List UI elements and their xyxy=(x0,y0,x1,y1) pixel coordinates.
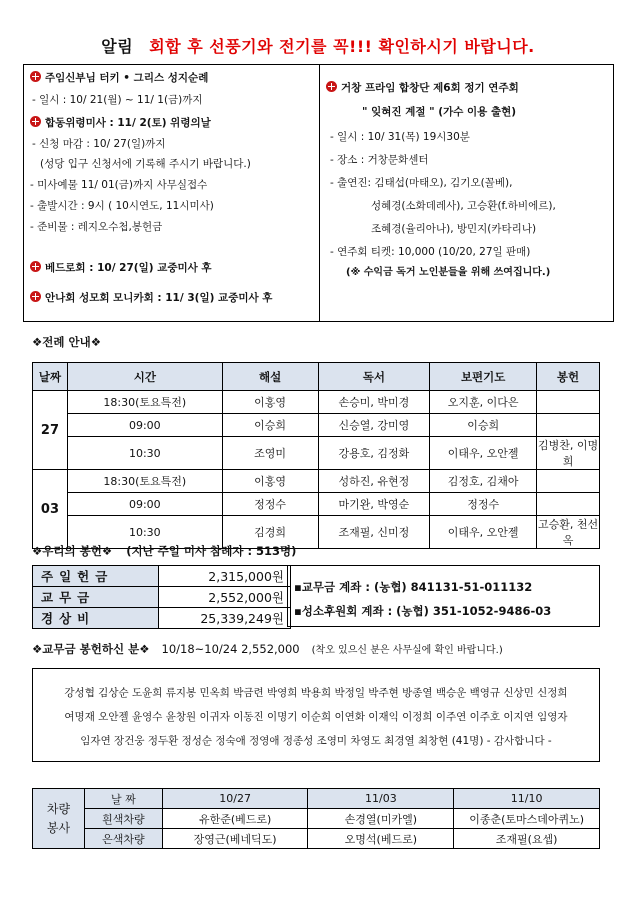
table-row xyxy=(33,608,291,629)
offering-amount: 2,552,000원 xyxy=(159,587,291,608)
title-prefix: 알림 xyxy=(101,37,134,56)
table-cell: 정정수 xyxy=(222,493,318,516)
offering-label: 경상비 xyxy=(33,608,159,629)
donors-line-1: 강성협 김상순 도윤희 류지봉 민옥희 박금련 박영희 박용희 박정일 박주현 방종열 백승운 백영규 신상민 신정희 xyxy=(64,687,568,699)
concert-subtitle: " 잊혀진 계절 " (가수 이용 출현) xyxy=(362,106,517,118)
car-date: 10/27 xyxy=(162,789,308,809)
table-row xyxy=(33,493,600,516)
donors-period: 10/18~10/24 2,552,000 xyxy=(161,642,300,656)
car-service-table xyxy=(32,788,600,849)
table-cell: 이홍영 xyxy=(222,470,318,493)
donors-heading-row xyxy=(32,641,503,657)
table-cell: 정정수 xyxy=(430,493,537,516)
table-row xyxy=(33,414,600,437)
offering-table xyxy=(32,565,291,629)
table-cell: 이태우, 오안젤 xyxy=(430,437,537,470)
table-row xyxy=(33,470,600,493)
schedule-day: 03 xyxy=(33,470,68,549)
table-cell: 김정호, 김채아 xyxy=(430,470,537,493)
table-cell: 10:30 xyxy=(67,516,222,549)
concert-date: - 일시 : 10/ 31(목) 19시30분 xyxy=(330,131,470,143)
requiem-deadline: - 신청 마감 : 10/ 27(일)까지 xyxy=(32,138,166,150)
col-prayer: 보편기도 xyxy=(430,363,537,391)
notice-right-box xyxy=(319,64,614,322)
account-2: ▪성소후원회 계좌 : (농협) 351-1052-9486-03 xyxy=(294,604,552,618)
table-cell: 이태우, 오안젤 xyxy=(430,516,537,549)
concert-place: - 장소 : 거창문화센터 xyxy=(330,154,429,166)
table-cell: 고승환, 천선옥 xyxy=(537,516,600,549)
table-cell: 조재필(요셉) xyxy=(454,829,600,849)
table-cell: 이승희 xyxy=(430,414,537,437)
donors-box xyxy=(32,668,600,762)
donors-heading: ❖교무금 봉헌하신 분❖ xyxy=(32,642,150,656)
table-cell: 김경희 xyxy=(222,516,318,549)
offering-label: 교무금 xyxy=(33,587,159,608)
requiem-items: - 준비물 : 레지오수첩,봉헌금 xyxy=(30,221,163,233)
table-row xyxy=(33,437,600,470)
concert-performers-2: 성혜경(소화데레사), 고승환(f.하비에르), xyxy=(371,200,556,212)
concert-performers-1: - 출연진: 김태섭(마태오), 김기오(꼴베), xyxy=(330,177,513,189)
table-cell: 성하진, 유현정 xyxy=(318,470,430,493)
car-row-label: 은색차량 xyxy=(84,829,162,849)
concert-performers-3: 조혜경(율리아나), 방민지(카타리나) xyxy=(371,223,537,235)
table-cell: 조재필, 신미정 xyxy=(318,516,430,549)
table-cell: 09:00 xyxy=(67,414,222,437)
cross-icon xyxy=(30,116,41,127)
col-offertory: 봉헌 xyxy=(537,363,600,391)
title-message: 회합 후 선풍기와 전기를 꼭!!! 확인하시기 바랍니다. xyxy=(149,37,535,56)
table-cell: 유한준(베드로) xyxy=(162,809,308,829)
car-row-label: 흰색차량 xyxy=(84,809,162,829)
schedule-table xyxy=(32,362,600,549)
table-cell: 조영미 xyxy=(222,437,318,470)
cross-icon xyxy=(30,71,41,82)
offering-label: 주일헌금 xyxy=(33,566,159,587)
table-cell: 김병찬, 이명희 xyxy=(537,437,600,470)
table-row xyxy=(33,809,600,829)
schedule-heading: ❖전례 안내❖ xyxy=(32,335,102,349)
car-label-1: 차량 xyxy=(46,801,71,816)
anna-text: 안나회 성모회 모니카회 : 11/ 3(일) 교중미사 후 xyxy=(45,292,273,304)
concert-title-text: 거창 프라임 합창단 제6회 정기 연주회 xyxy=(341,82,519,94)
account-box xyxy=(287,565,600,627)
table-cell: 10:30 xyxy=(67,437,222,470)
offering-amount: 2,315,000원 xyxy=(159,566,291,587)
notice-pilgrimage xyxy=(30,71,208,85)
table-cell: 이종춘(토마스데아퀴노) xyxy=(454,809,600,829)
car-date-header: 날 짜 xyxy=(84,789,162,809)
concert-ticket-note: (※ 수익금 독거 노인분들을 위해 쓰여집니다.) xyxy=(346,267,551,278)
table-cell: 이홍영 xyxy=(222,391,318,414)
concert-ticket: - 연주회 티켓: 10,000 (10/20, 27일 판매) xyxy=(330,246,531,258)
table-cell: 신승열, 강미영 xyxy=(318,414,430,437)
table-cell: 마기완, 박영순 xyxy=(318,493,430,516)
notice-anna xyxy=(30,291,272,305)
table-cell: 손승미, 박미경 xyxy=(318,391,430,414)
car-date: 11/10 xyxy=(454,789,600,809)
pilgrimage-text: 주임신부님 터키 • 그리스 성지순례 xyxy=(45,72,209,84)
notice-veronica xyxy=(30,261,212,275)
col-time: 시간 xyxy=(67,363,222,391)
cross-icon xyxy=(30,291,41,302)
donors-note: (착오 있으신 분은 사무실에 확인 바랍니다.) xyxy=(311,645,503,656)
car-date: 11/03 xyxy=(308,789,454,809)
table-cell: 18:30(토요특전) xyxy=(67,391,222,414)
table-row xyxy=(33,391,600,414)
requiem-offering: - 미사예물 11/ 01(금)까지 사무실접수 xyxy=(30,179,208,191)
pilgrimage-date: - 일시 : 10/ 21(월) ~ 11/ 1(금)까지 xyxy=(32,94,203,106)
car-label-2: 봉사 xyxy=(46,820,71,835)
account-1: ▪교무금 계좌 : (농협) 841131-51-011132 xyxy=(294,580,533,594)
car-service-label xyxy=(33,789,85,849)
col-date: 날짜 xyxy=(33,363,68,391)
table-cell: 오명석(베드로) xyxy=(308,829,454,849)
table-row xyxy=(33,829,600,849)
veronica-text: 베드로회 : 10/ 27(일) 교중미사 후 xyxy=(45,262,212,274)
offering-heading xyxy=(32,543,296,559)
cross-icon xyxy=(30,261,41,272)
table-cell xyxy=(537,414,600,437)
table-cell xyxy=(537,391,600,414)
schedule-header-row xyxy=(33,363,600,391)
schedule-day: 27 xyxy=(33,391,68,470)
table-cell: 장영근(베네딕도) xyxy=(162,829,308,849)
notice-left-box xyxy=(23,64,320,322)
table-row xyxy=(33,789,600,809)
offering-amount: 25,339,249원 xyxy=(159,608,291,629)
table-cell: 손경열(미카엘) xyxy=(308,809,454,829)
table-row xyxy=(33,587,291,608)
requiem-depart: - 출발시간 : 9시 ( 10시연도, 11시미사) xyxy=(30,200,214,212)
col-reading: 독서 xyxy=(318,363,430,391)
table-cell: 오지훈, 이다은 xyxy=(430,391,537,414)
table-cell: 이승희 xyxy=(222,414,318,437)
concert-title xyxy=(326,81,519,95)
donors-line-3: 임자연 장건웅 정두환 정성순 정숙애 정영애 정종성 조영미 차영도 최경열 최창현 (41명) - 감사합니다 - xyxy=(80,735,552,747)
col-commentary: 해설 xyxy=(222,363,318,391)
table-cell: 18:30(토요특전) xyxy=(67,470,222,493)
table-cell xyxy=(537,470,600,493)
requiem-text: 합동위령미사 : 11/ 2(토) 위령의날 xyxy=(45,117,211,129)
table-cell: 09:00 xyxy=(67,493,222,516)
offering-title: ❖우리의 봉헌❖ xyxy=(32,544,113,558)
notice-requiem xyxy=(30,116,211,130)
requiem-note: (성당 입구 신청서에 기록해 주시기 바랍니다.) xyxy=(40,158,251,170)
table-cell xyxy=(537,493,600,516)
donors-line-2: 여명재 오안젤 윤영수 윤창원 이귀자 이동진 이명기 이순희 이연화 이재익 이정희 이주연 이주호 이지연 임영자 xyxy=(64,711,568,723)
page-title xyxy=(0,34,636,57)
cross-icon xyxy=(326,81,337,92)
table-row xyxy=(33,566,291,587)
table-cell: 강용호, 김정화 xyxy=(318,437,430,470)
attendance-text: (지난 주일 미사 참례자 : 513명) xyxy=(126,544,297,558)
